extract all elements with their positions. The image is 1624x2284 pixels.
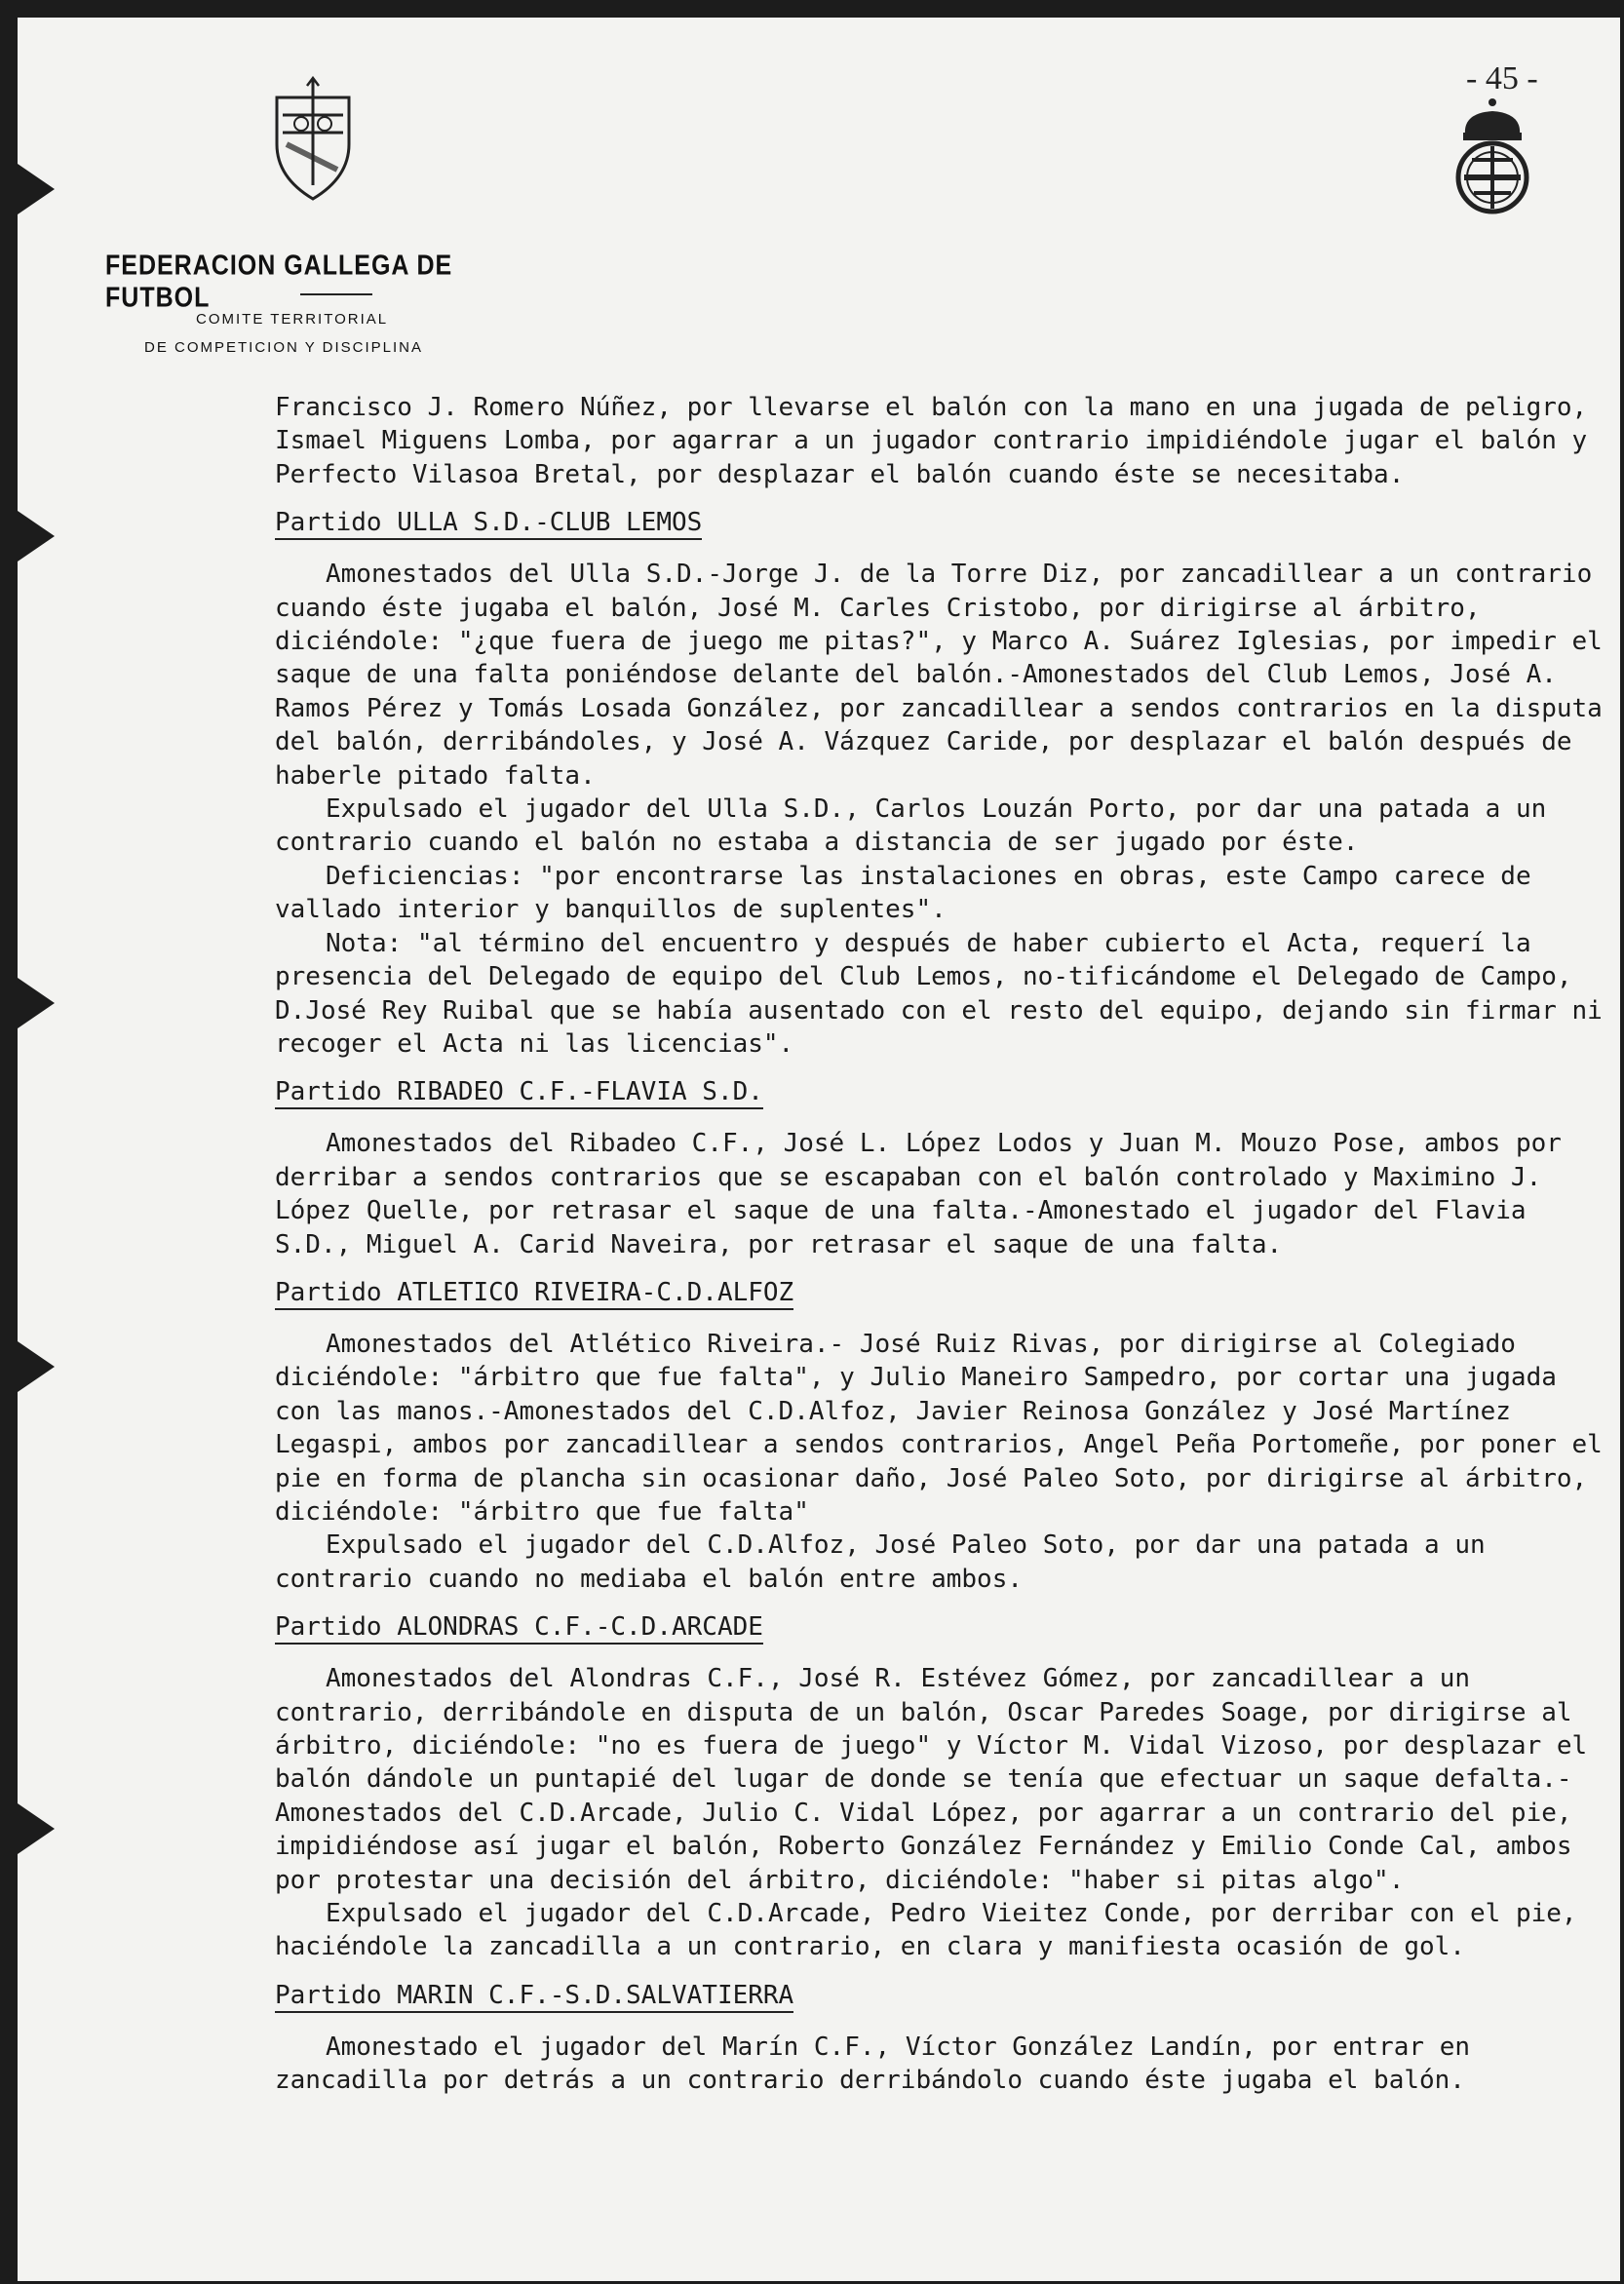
committee-line-2: DE COMPETICION Y DISCIPLINA (144, 339, 423, 356)
document-page (18, 18, 1620, 2281)
match-heading: Partido RIBADEO C.F.-FLAVIA S.D. (275, 1076, 763, 1109)
match-paragraph: Expulsado el jugador del C.D.Alfoz, José Paleo Soto, por dar una patada a un contrario cuando no mediaba el balón entre ambos. (275, 1530, 1486, 1594)
match-paragraph: Amonestados del Ribadeo C.F., José L. López Lodos y Juan M. Mouzo Pose, ambos por derribar a sendos contrarios que se escapaban con el balón controlado y Maximino J. López Quelle, por retrasar el saque de una falta.-Amonestado el jugador del Flavia S.D., Miguel A. Carid Naveira, por retrasar el saque de una falta. (275, 1129, 1562, 1259)
match-paragraph: Expulsado el jugador del Ulla S.D., Carlos Louzán Porto, por dar una patada a un contrario cuando el balón no estaba a distancia de ser jugado por éste. (275, 794, 1547, 858)
page-number: - 45 - (1466, 60, 1538, 97)
document-body (275, 391, 1610, 2098)
match-paragraph: Deficiencias: "por encontrarse las instalaciones en obras, este Campo carece de vallado interior y banquillos de suplentes". (275, 861, 1531, 925)
match-paragraph: Amonestados del Alondras C.F., José R. Estévez Gómez, por zancadillear a un contrario, derribándole en disputa de un balón, Oscar Paredes Soage, por dirigirse al árbitro, diciéndole: "no es fuera de juego" y Víctor M. Vidal Vizoso, por desplazar el balón dándole un puntapié del lugar de donde se tenía que efectuar un saque defalta.-Amonestados del C.D.Arcade, Julio C. Vidal López, por agarrar a un contrario del pie, impidiéndose así jugar el balón, Roberto González Fernández y Emilio Conde Cal, ambos por protestar una decisión del árbitro, diciéndole: "haber si pitas algo". (275, 1664, 1588, 1895)
match-heading: Partido ALONDRAS C.F.-C.D.ARCADE (275, 1611, 763, 1645)
match-section (275, 1596, 1610, 1964)
match-heading: Partido ULLA S.D.-CLUB LEMOS (275, 507, 702, 540)
match-paragraph: Expulsado el jugador del C.D.Arcade, Pedro Vieitez Conde, por derribar con el pie, haciéndole la zancadilla a un contrario, en clara y manifiesta ocasión de gol. (275, 1899, 1577, 1962)
match-heading: Partido ATLETICO RIVEIRA-C.D.ALFOZ (275, 1277, 793, 1310)
match-paragraph: Amonestados del Ulla S.D.-Jorge J. de la Torre Diz, por zancadillear a un contrario cuando éste jugaba el balón, José M. Carles Cristobo, por dirigirse al árbitro, diciéndole: "¿que fuera de juego me pitas?", y Marco A. Suárez Iglesias, por impedir el saque de una falta poniéndose delante del balón.-Amonestados del Club Lemos, José A. Ramos Pérez y Tomás Losada González, por zancadillear a sendos contrarios en la disputa del balón, derribándoles, y José A. Vázquez Caride, por desplazar el balón después de haberle pitado falta. (275, 560, 1603, 791)
match-section (275, 1061, 1610, 1261)
header-divider (300, 293, 372, 295)
match-paragraph: Amonestado el jugador del Marín C.F., Víctor González Landín, por entrar en zancadilla por detrás a un contrario derribándolo cuando éste jugaba el balón. (275, 2032, 1470, 2096)
match-section (275, 491, 1610, 1061)
match-section (275, 1261, 1610, 1596)
royal-crown-crest-icon (1450, 96, 1534, 220)
committee-line-1: COMITE TERRITORIAL (196, 311, 389, 328)
match-paragraph: Amonestados del Atlético Riveira.- José Ruiz Rivas, por dirigirse al Colegiado diciéndole: "árbitro que fue falta", y Julio Maneiro Sampedro, por cortar una jugada con las manos.-Amonestados del C.D.Alfoz, Javier Reinosa González y José Martínez Legaspi, ambos por zancadillear a sendos contrarios, Angel Peña Portomeñe, por poner el pie en forma de plancha sin ocasionar daño, José Paleo Soto, por dirigirse al árbitro, diciéndole: "árbitro que fue falta" (275, 1329, 1603, 1527)
torn-edge-notch (18, 1803, 55, 1854)
torn-edge-notch (18, 164, 55, 214)
match-heading: Partido MARIN C.F.-S.D.SALVATIERRA (275, 1980, 793, 2013)
federation-name: FEDERACION GALLEGA DE FUTBOL (105, 250, 453, 314)
match-section (275, 1964, 1610, 2098)
torn-edge-notch (18, 1341, 55, 1392)
torn-edge-notch (18, 978, 55, 1028)
match-paragraph: Nota: "al término del encuentro y después de haber cubierto el Acta, requerí la presencia del Delegado de equipo del Club Lemos, no-tificándome el Delegado de Campo, D.José Rey Ruibal que se había ausentado con el resto del equipo, dejando sin firmar ni recoger el Acta ni las licencias". (275, 928, 1603, 1059)
torn-edge-notch (18, 511, 55, 561)
intro-paragraph: Francisco J. Romero Núñez, por llevarse el balón con la mano en una jugada de peligro, Ismael Miguens Lomba, por agarrar a un jugador contrario impidiéndole jugar el balón y Perfecto Vilasoa Bretal, por desplazar el balón cuando éste se necesitaba. (275, 393, 1588, 489)
shield-crest-icon (273, 76, 353, 207)
